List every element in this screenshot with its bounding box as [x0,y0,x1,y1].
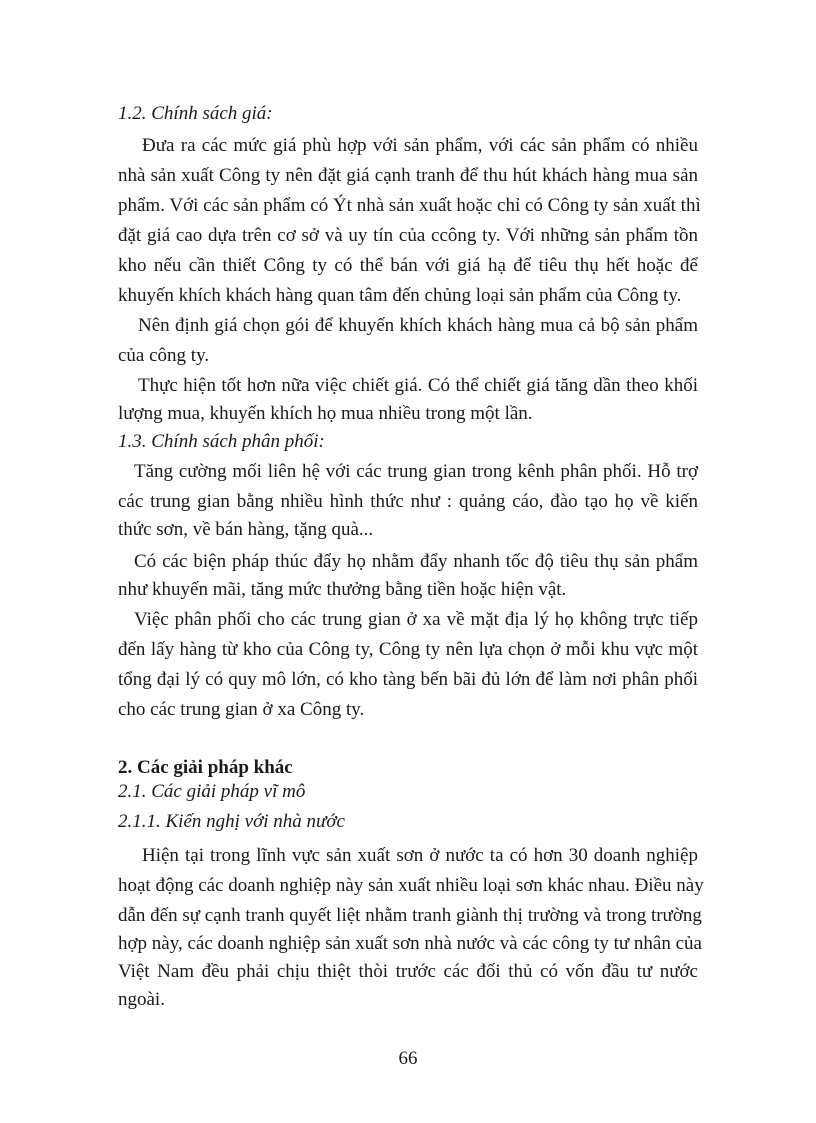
paragraph-line: tổng đại lý có quy mô lớn, có kho tàng bến bãi đủ lớn để làm nơi phân phối [118,669,698,690]
paragraph-line: đến lấy hàng từ kho của Công ty, Công ty nên lựa chọn ở mỗi khu vực một [118,639,698,660]
paragraph-line: của công ty. [118,345,210,366]
paragraph-line: Việc phân phối cho các trung gian ở xa về mặt địa lý họ không trực tiếp [134,609,698,630]
section-heading-2: 2. Các giải pháp khác [118,757,293,778]
paragraph-line: Việt Nam đều phải chịu thiệt thòi trước các đối thủ có vốn đầu tư nước [118,961,698,982]
section-heading-2-1: 2.1. Các giải pháp vĩ mô [118,781,306,802]
paragraph-line: khuyến khích khách hàng quan tâm đến chủng loại sản phẩm của Công ty. [118,285,682,306]
section-heading-1-2: 1.2. Chính sách giá: [118,103,273,124]
paragraph-line: ngoài. [118,989,165,1010]
paragraph-line: Tăng cường mối liên hệ với các trung gian trong kênh phân phối. Hỗ trợ [134,461,698,482]
paragraph-line: nhà sản xuất Công ty nên đặt giá cạnh tranh để thu hút khách hàng mua sản [118,165,698,186]
paragraph-line: cho các trung gian ở xa Công ty. [118,699,365,720]
paragraph-line: Thực hiện tốt hơn nữa việc chiết giá. Có thể chiết giá tăng dần theo khối [138,375,698,396]
paragraph-line: kho nếu cần thiết Công ty có thể bán với giá hạ để tiêu thụ hết hoặc để [118,255,698,276]
page-number: 66 [398,1048,418,1069]
paragraph-line: các trung gian bằng nhiều hình thức như : quảng cáo, đào tạo họ về kiến [118,491,698,512]
paragraph-line: thức sơn, về bán hàng, tặng quà... [118,519,374,540]
paragraph-line: Hiện tại trong lĩnh vực sản xuất sơn ở nước ta có hơn 30 doanh nghiệp [142,845,698,866]
section-heading-2-1-1: 2.1.1. Kiến nghị với nhà nước [118,811,345,832]
paragraph-line: hợp này, các doanh nghiệp sản xuất sơn nhà nước và các công ty tư nhân của [118,933,702,954]
paragraph-line: hoạt động các doanh nghiệp này sản xuất nhiều loại sơn khác nhau. Điều này [118,875,704,896]
paragraph-line: đặt giá cao dựa trên cơ sở và uy tín của ccông ty. Với những sản phẩm tồn [118,225,698,246]
paragraph-line: Đưa ra các mức giá phù hợp với sản phẩm, với các sản phẩm có nhiều [142,135,698,156]
paragraph-line: như khuyến mãi, tăng mức thưởng bằng tiền hoặc hiện vật. [118,579,567,600]
paragraph-line: Có các biện pháp thúc đẩy họ nhằm đẩy nhanh tốc độ tiêu thụ sản phẩm [134,551,698,572]
paragraph-line: dẫn đến sự cạnh tranh quyết liệt nhằm tranh giành thị trường và trong trường [118,905,702,926]
paragraph-line: Nên định giá chọn gói để khuyến khích khách hàng mua cả bộ sản phẩm [138,315,698,336]
paragraph-line: phẩm. Với các sản phẩm có Ýt nhà sản xuất hoặc chỉ có Công ty sản xuất thì [118,195,701,216]
section-heading-1-3: 1.3. Chính sách phân phối: [118,431,325,452]
paragraph-line: lượng mua, khuyến khích họ mua nhiều trong một lần. [118,403,533,424]
